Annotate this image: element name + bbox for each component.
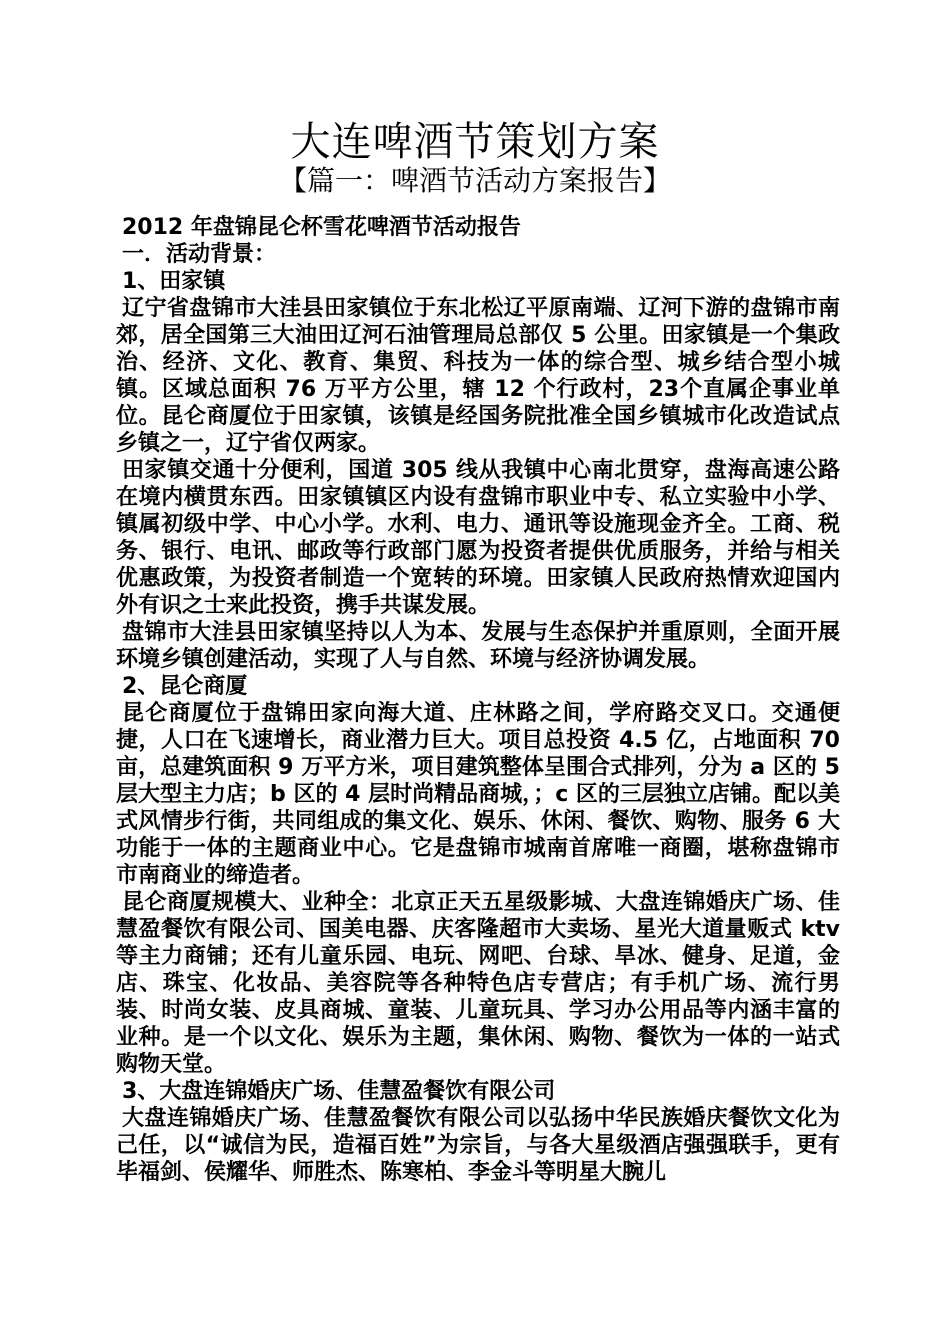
subsection-heading: 3、大盘连锦婚庆广场、佳慧盈餐饮有限公司: [122, 1079, 556, 1104]
body-paragraph: 盘锦市大洼县田家镇坚持以人为本、发展与生态保护并重原则，全面开展环境乡镇创建活动，实现了人与自然、环境与经济协调发展。: [116, 620, 840, 672]
report-heading: 2012 年盘锦昆仑杯雪花啤酒节活动报告: [122, 215, 521, 240]
body-paragraph: 大盘连锦婚庆广场、佳慧盈餐饮有限公司以弘扬中华民族婚庆餐饮文化为己任，以“诚信为民，造福百姓”为宗旨，与各大星级酒店强强联手，更有毕福剑、侯耀华、师胜杰、陈寒柏、李金斗等明星大腕儿: [116, 1106, 840, 1185]
body-paragraph: 辽宁省盘锦市大洼县田家镇位于东北松辽平原南端、辽河下游的盘锦市南郊，居全国第三大油田辽河石油管理局总部仅 5 公里。田家镇是一个集政治、经济、文化、教育、集贸、科技为一体的综合型、城乡结合型小城镇。区域总面积 76 万平方公里，辖 12 个行政村，23个直属企事业单位。昆仑商厦位于田家镇，该镇是经国务院批准全国乡镇城市化改造试点乡镇之一，辽宁省仅两家。: [116, 296, 840, 456]
body-paragraph: 昆仑商厦位于盘锦田家向海大道、庄林路之间，学府路交叉口。交通便捷，人口在飞速增长，商业潜力巨大。项目总投资 4.5 亿，占地面积 70 亩，总建筑面积 9 万平方米，项目建筑整体呈围合式排列，分为 a 区的 5 层大型主力店；b 区的 4 层时尚精品商城，；c 区的三层独立店铺。配以美式风情步行街，共同组成的集文化、娱乐、休闲、餐饮、购物、服务 6 大功能于一体的主题商业中心。它是盘锦市城南首席唯一商圈，堪称盘锦市市南商业的缔造者。: [116, 701, 840, 888]
document-body: [116, 214, 840, 1186]
document-subtitle: 【篇一：啤酒节活动方案报告】: [278, 164, 671, 197]
subsection-heading: 2、昆仑商厦: [122, 674, 248, 699]
body-paragraph: 田家镇交通十分便利，国道 305 线从我镇中心南北贯穿，盘海高速公路在境内横贯东西。田家镇镇区内设有盘锦市职业中专、私立实验中小学、镇属初级中学、中心小学。水利、电力、通讯等设施现金齐全。工商、税务、银行、电讯、邮政等行政部门愿为投资者提供优质服务，并给与相关优惠政策，为投资者制造一个宽转的环境。田家镇人民政府热情欢迎国内外有识之士来此投资，携手共谋发展。: [116, 458, 840, 618]
document-title: 大连啤酒节策划方案: [290, 119, 660, 165]
subsection-heading: 1、田家镇: [122, 269, 226, 294]
body-paragraph: 昆仑商厦规模大、业种全：北京正天五星级影城、大盘连锦婚庆广场、佳慧盈餐饮有限公司、国美电器、庆客隆超市大卖场、星光大道量贩式 ktv 等主力商铺；还有儿童乐园、电玩、网吧、台球、旱冰、健身、足道，金店、珠宝、化妆品、美容院等各种特色店专营店；有手机广场、流行男装、时尚女装、皮具商城、童装、儿童玩具、学习办公用品等内涵丰富的业种。是一个以文化、娱乐为主题，集休闲、购物、餐饮为一体的一站式购物天堂。: [116, 890, 840, 1077]
section-heading: 一．活动背景：: [122, 242, 277, 267]
